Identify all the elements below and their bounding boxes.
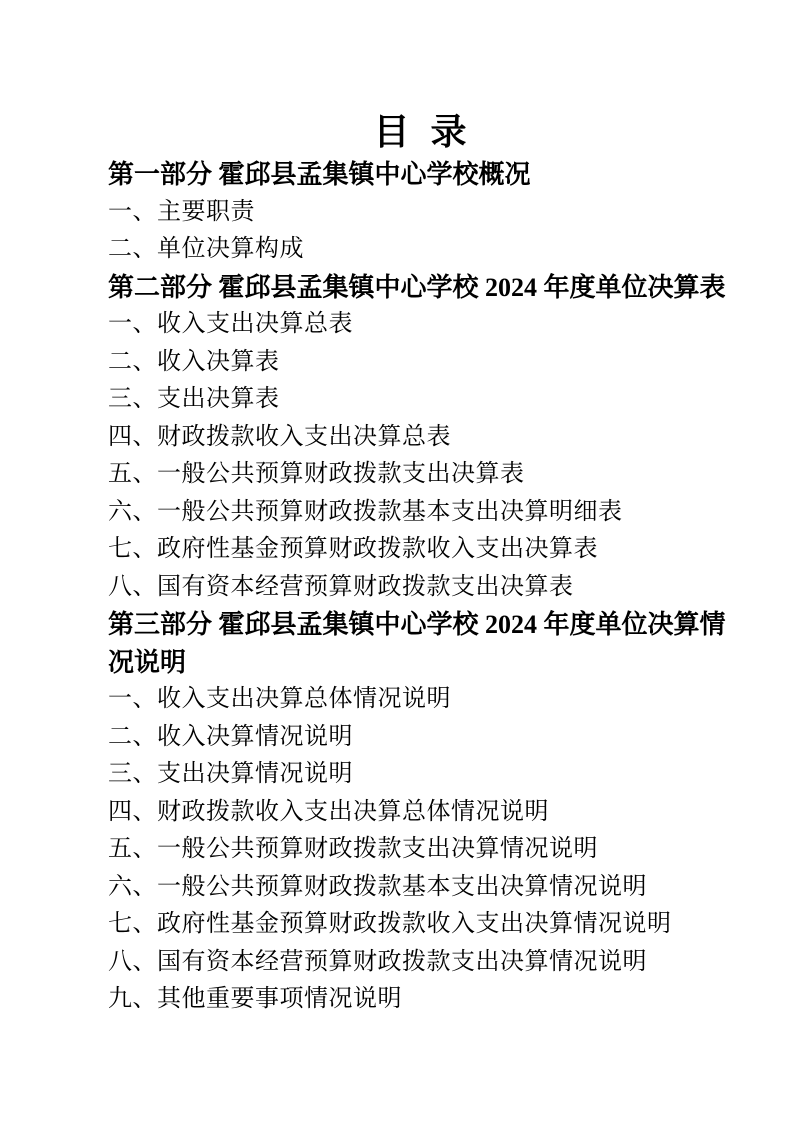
toc-item: 一、收入支出决算总体情况说明 [108,686,451,712]
toc-item: 三、支出决算表 [108,386,280,412]
toc-item: 五、一般公共预算财政拨款支出决算情况说明 [108,836,598,862]
toc-item: 一、主要职责 [108,198,255,225]
toc-item: 六、一般公共预算财政拨款基本支出决算明细表 [108,498,623,525]
toc-item: 三、支出决算情况说明 [108,761,353,787]
toc-part-heading: 第三部分 霍邱县孟集镇中心学校 2024 年度单位决算情况说明 [108,610,726,677]
toc-item: 八、国有资本经营预算财政拨款支出决算表 [108,573,574,600]
document-title: 目 录 [373,112,468,152]
toc-item: 六、一般公共预算财政拨款基本支出决算情况说明 [108,873,647,900]
toc-item: 四、财政拨款收入支出决算总体情况说明 [108,798,549,825]
toc-item: 七、政府性基金预算财政拨款收入支出决算情况说明 [108,911,672,937]
toc-item: 四、财政拨款收入支出决算总表 [108,423,451,450]
table-of-contents [108,156,733,1019]
toc-part-heading: 第二部分 霍邱县孟集镇中心学校 2024 年度单位决算表 [108,272,726,302]
toc-item: 八、国有资本经营预算财政拨款支出决算情况说明 [108,948,647,975]
toc-item: 一、收入支出决算总表 [108,311,353,337]
toc-item: 二、收入决算情况说明 [108,723,353,750]
toc-item: 七、政府性基金预算财政拨款收入支出决算表 [108,536,598,562]
toc-part-heading: 第一部分 霍邱县孟集镇中心学校概况 [108,160,531,189]
toc-item: 九、其他重要事项情况说明 [108,986,402,1012]
toc-item: 五、一般公共预算财政拨款支出决算表 [108,461,525,487]
toc-item: 二、单位决算构成 [108,236,304,262]
toc-item: 二、收入决算表 [108,348,280,375]
